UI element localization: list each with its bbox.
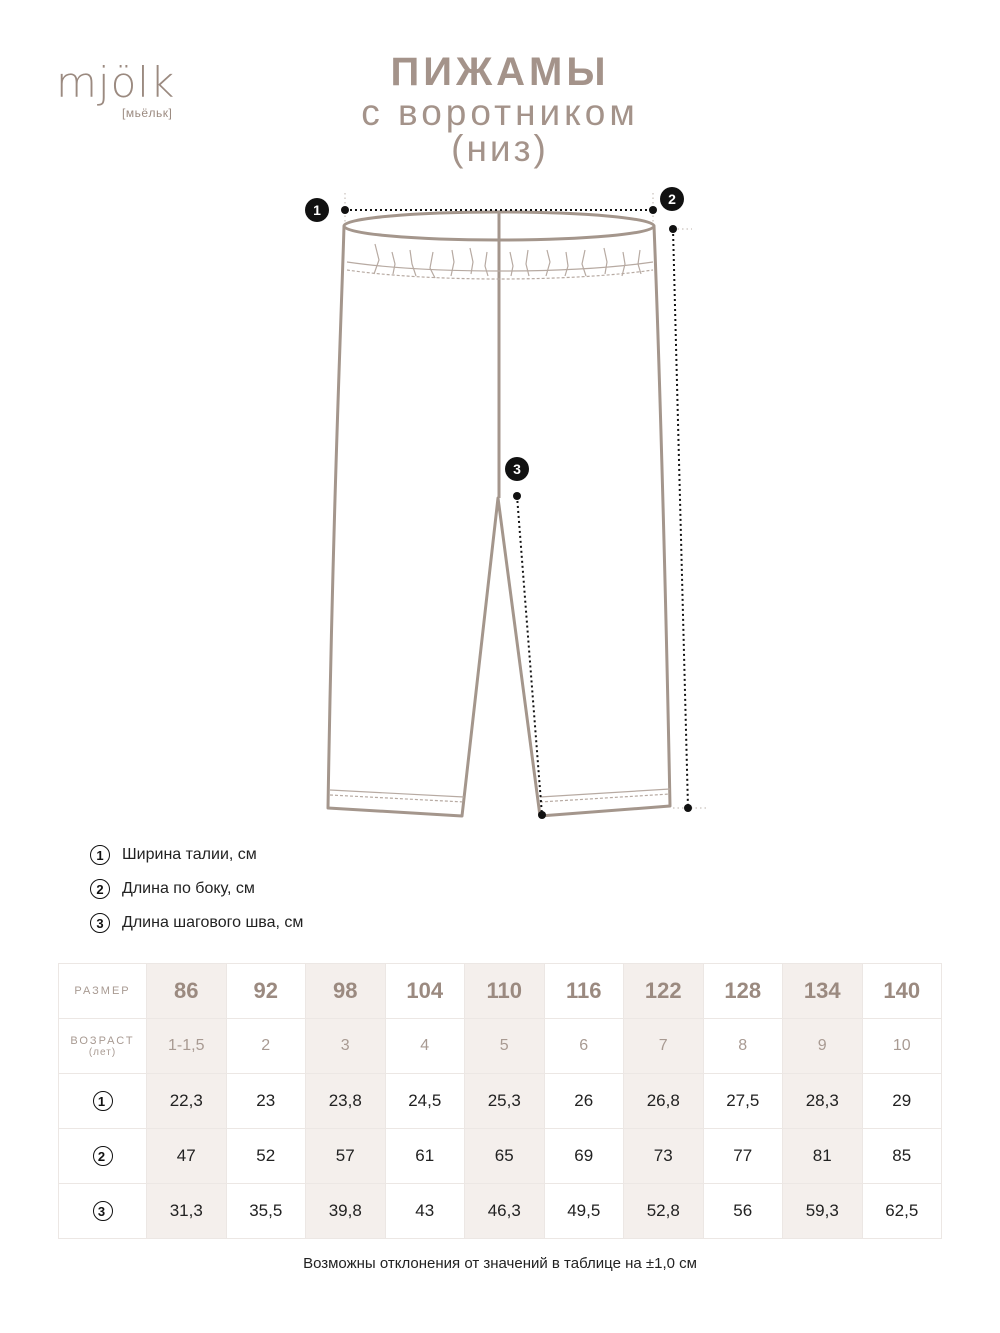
marker-3-label: 3 bbox=[513, 461, 521, 477]
table-row-side-length bbox=[59, 1129, 942, 1184]
measure-lines bbox=[345, 210, 688, 815]
age-cell: 8 bbox=[703, 1019, 783, 1074]
number-2-icon: 2 bbox=[93, 1146, 113, 1166]
tolerance-note: Возможны отклонения от значений в таблице на ±1,0 см bbox=[303, 1255, 697, 1272]
size-cell: 104 bbox=[385, 964, 465, 1019]
legend-label: Длина по боку, см bbox=[122, 880, 255, 897]
age-cell: 1-1,5 bbox=[147, 1019, 227, 1074]
age-cell: 5 bbox=[465, 1019, 545, 1074]
table-cell: 22,3 bbox=[147, 1074, 227, 1129]
table-cell: 59,3 bbox=[783, 1184, 863, 1239]
table-cell: 46,3 bbox=[465, 1184, 545, 1239]
marker-1-label: 1 bbox=[313, 202, 321, 218]
marker-2-label: 2 bbox=[668, 191, 676, 207]
legend-item-waist bbox=[90, 838, 303, 872]
table-cell: 25,3 bbox=[465, 1074, 545, 1129]
age-cell: 7 bbox=[624, 1019, 704, 1074]
measurement-legend bbox=[90, 838, 303, 940]
table-cell: 23 bbox=[226, 1074, 306, 1129]
table-cell: 56 bbox=[703, 1184, 783, 1239]
marker-2-badge bbox=[660, 187, 684, 211]
number-1-icon: 1 bbox=[93, 1091, 113, 1111]
table-row-age bbox=[59, 1019, 942, 1074]
number-3-icon: 3 bbox=[93, 1201, 113, 1221]
age-cell: 6 bbox=[544, 1019, 624, 1074]
table-cell: 27,5 bbox=[703, 1074, 783, 1129]
table-row-size bbox=[59, 964, 942, 1019]
age-cell: 2 bbox=[226, 1019, 306, 1074]
table-cell: 62,5 bbox=[862, 1184, 942, 1239]
table-cell: 29 bbox=[862, 1074, 942, 1129]
size-cell: 128 bbox=[703, 964, 783, 1019]
page-title: ПИЖАМЫ bbox=[390, 50, 610, 94]
table-cell: 28,3 bbox=[783, 1074, 863, 1129]
table-row-inseam bbox=[59, 1184, 942, 1239]
size-cell: 122 bbox=[624, 964, 704, 1019]
legend-label: Ширина талии, см bbox=[122, 846, 257, 863]
table-cell: 47 bbox=[147, 1129, 227, 1184]
age-cell: 3 bbox=[306, 1019, 386, 1074]
page-subtitle-part: (низ) bbox=[451, 128, 549, 169]
size-chart-table bbox=[58, 963, 942, 1239]
table-cell: 57 bbox=[306, 1129, 386, 1184]
size-cell: 110 bbox=[465, 964, 545, 1019]
number-2-icon: 2 bbox=[90, 879, 110, 899]
table-cell: 61 bbox=[385, 1129, 465, 1184]
size-cell: 86 bbox=[147, 964, 227, 1019]
age-unit: (лет) bbox=[88, 1046, 117, 1058]
legend-label: Длина шагового шва, см bbox=[122, 914, 304, 931]
logo-subtitle: [мьёльк] bbox=[122, 106, 173, 120]
number-3-icon: 3 bbox=[90, 913, 110, 933]
size-cell: 92 bbox=[226, 964, 306, 1019]
size-cell: 116 bbox=[544, 964, 624, 1019]
table-cell: 24,5 bbox=[385, 1074, 465, 1129]
logo-wordmark: mjölk bbox=[56, 58, 176, 107]
table-cell: 31,3 bbox=[147, 1184, 227, 1239]
hem-detail bbox=[330, 789, 670, 802]
row-header-2 bbox=[59, 1129, 147, 1184]
age-cell: 10 bbox=[862, 1019, 942, 1074]
age-label: ВОЗРАСТ bbox=[70, 1034, 135, 1047]
page-subtitle: с воротником bbox=[361, 92, 639, 133]
table-cell: 39,8 bbox=[306, 1184, 386, 1239]
table-cell: 52 bbox=[226, 1129, 306, 1184]
table-cell: 65 bbox=[465, 1129, 545, 1184]
table-cell: 73 bbox=[624, 1129, 704, 1184]
table-cell: 85 bbox=[862, 1129, 942, 1184]
size-cell: 134 bbox=[783, 964, 863, 1019]
marker-3-badge bbox=[505, 457, 529, 481]
age-cell: 9 bbox=[783, 1019, 863, 1074]
table-cell: 49,5 bbox=[544, 1184, 624, 1239]
row-header-3 bbox=[59, 1184, 147, 1239]
size-cell: 140 bbox=[862, 964, 942, 1019]
table-cell: 26,8 bbox=[624, 1074, 704, 1129]
legend-item-inseam bbox=[90, 906, 303, 940]
table-cell: 43 bbox=[385, 1184, 465, 1239]
size-cell: 98 bbox=[306, 964, 386, 1019]
table-cell: 26 bbox=[544, 1074, 624, 1129]
table-cell: 52,8 bbox=[624, 1184, 704, 1239]
marker-1-badge bbox=[305, 198, 329, 222]
table-cell: 77 bbox=[703, 1129, 783, 1184]
table-cell: 35,5 bbox=[226, 1184, 306, 1239]
table-cell: 81 bbox=[783, 1129, 863, 1184]
table-cell: 23,8 bbox=[306, 1074, 386, 1129]
age-row-header bbox=[59, 1019, 147, 1074]
row-header-1 bbox=[59, 1074, 147, 1129]
pants-measurement-diagram bbox=[0, 180, 1000, 840]
legend-item-side-length bbox=[90, 872, 303, 906]
age-cell: 4 bbox=[385, 1019, 465, 1074]
number-1-icon: 1 bbox=[90, 845, 110, 865]
table-row-waist bbox=[59, 1074, 942, 1129]
size-row-header: РАЗМЕР bbox=[59, 964, 147, 1019]
pants-outline bbox=[328, 212, 670, 816]
measure-points bbox=[341, 206, 692, 819]
table-cell: 69 bbox=[544, 1129, 624, 1184]
